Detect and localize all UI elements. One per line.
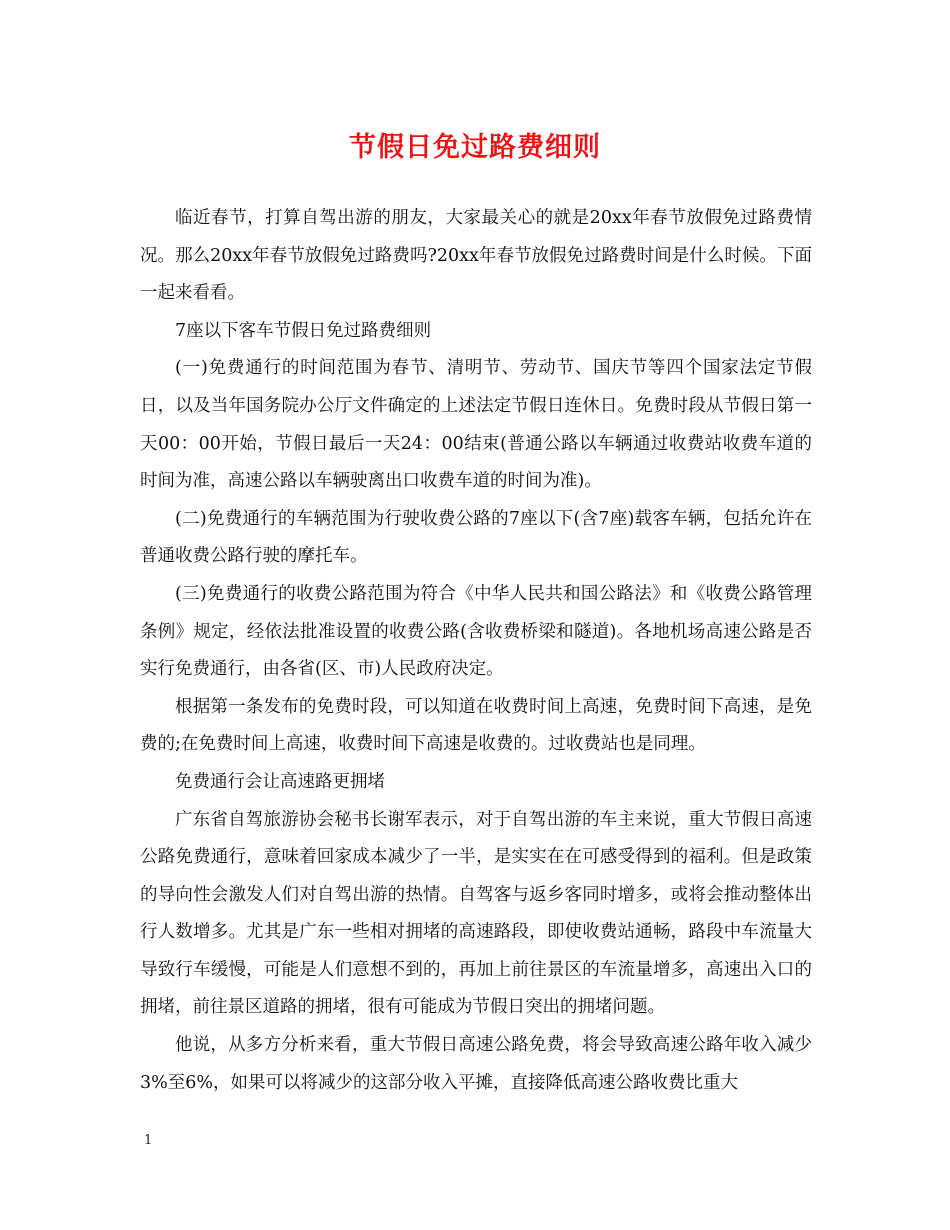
paragraph-congestion: 广东省自驾旅游协会秘书长谢军表示，对于自驾出游的车主来说，重大节假日高速公路免费通行，意味着回家成本减少了一半，是实实在在可感受得到的福利。但是政策的导向性会激发人们对自驾出游的热情。自驾客与返乡客同时增多，或将会推动整体出行人数增多。尤其是广东一些相对拥堵的高速路段，即使收费站通畅，路段中车流量大导致行车缓慢，可能是人们意想不到的，再加上前往景区的车流量增多，高速出入口的拥堵，前往景区道路的拥堵，很有可能成为节假日突出的拥堵问题。: [140, 809, 812, 1018]
document-body: [140, 200, 812, 1102]
paragraph-explanation: 根据第一条发布的免费时段，可以知道在收费时间上高速，免费时间下高速，是免费的;在免费时间上高速，收费时间下高速是收费的。过收费站也是同理。: [140, 696, 812, 755]
section-heading-rules: 7座以下客车节假日免过路费细则: [175, 320, 432, 341]
paragraph-intro: 临近春节，打算自驾出游的朋友，大家最关心的就是20xx年春节放假免过路费情况。那么20xx年春节放假免过路费吗?20xx年春节放假免过路费时间是什么时候。下面一起来看看。: [140, 208, 812, 304]
paragraph-rule-time: (一)免费通行的时间范围为春节、清明节、劳动节、国庆节等四个国家法定节假日，以及当年国务院办公厅文件确定的上述法定节假日连休日。免费时段从节假日第一天00：00开始，节假日最后一天24：00结束(普通公路以车辆通过收费站收费车道的时间为准，高速公路以车辆驶离出口收费车道的时间为准)。: [140, 358, 812, 492]
document-title: 节假日免过路费细则: [349, 132, 601, 163]
paragraph-rule-vehicles: (二)免费通行的车辆范围为行驶收费公路的7座以下(含7座)载客车辆，包括允许在普通收费公路行驶的摩托车。: [140, 508, 812, 567]
paragraph-rule-roads: (三)免费通行的收费公路范围为符合《中华人民共和国公路法》和《收费公路管理条例》规定，经依法批准设置的收费公路(含收费桥梁和隧道)。各地机场高速公路是否实行免费通行，由各省(区、市)人民政府决定。: [140, 583, 812, 680]
section-heading-congestion: 免费通行会让高速路更拥堵: [175, 771, 385, 792]
paragraph-revenue: 他说，从多方分析来看，重大节假日高速公路免费，将会导致高速公路年收入减少3%至6%，如果可以将减少的这部分收入平摊，直接降低高速公路收费比重大: [140, 1035, 812, 1093]
page-number: 1: [144, 1133, 153, 1148]
